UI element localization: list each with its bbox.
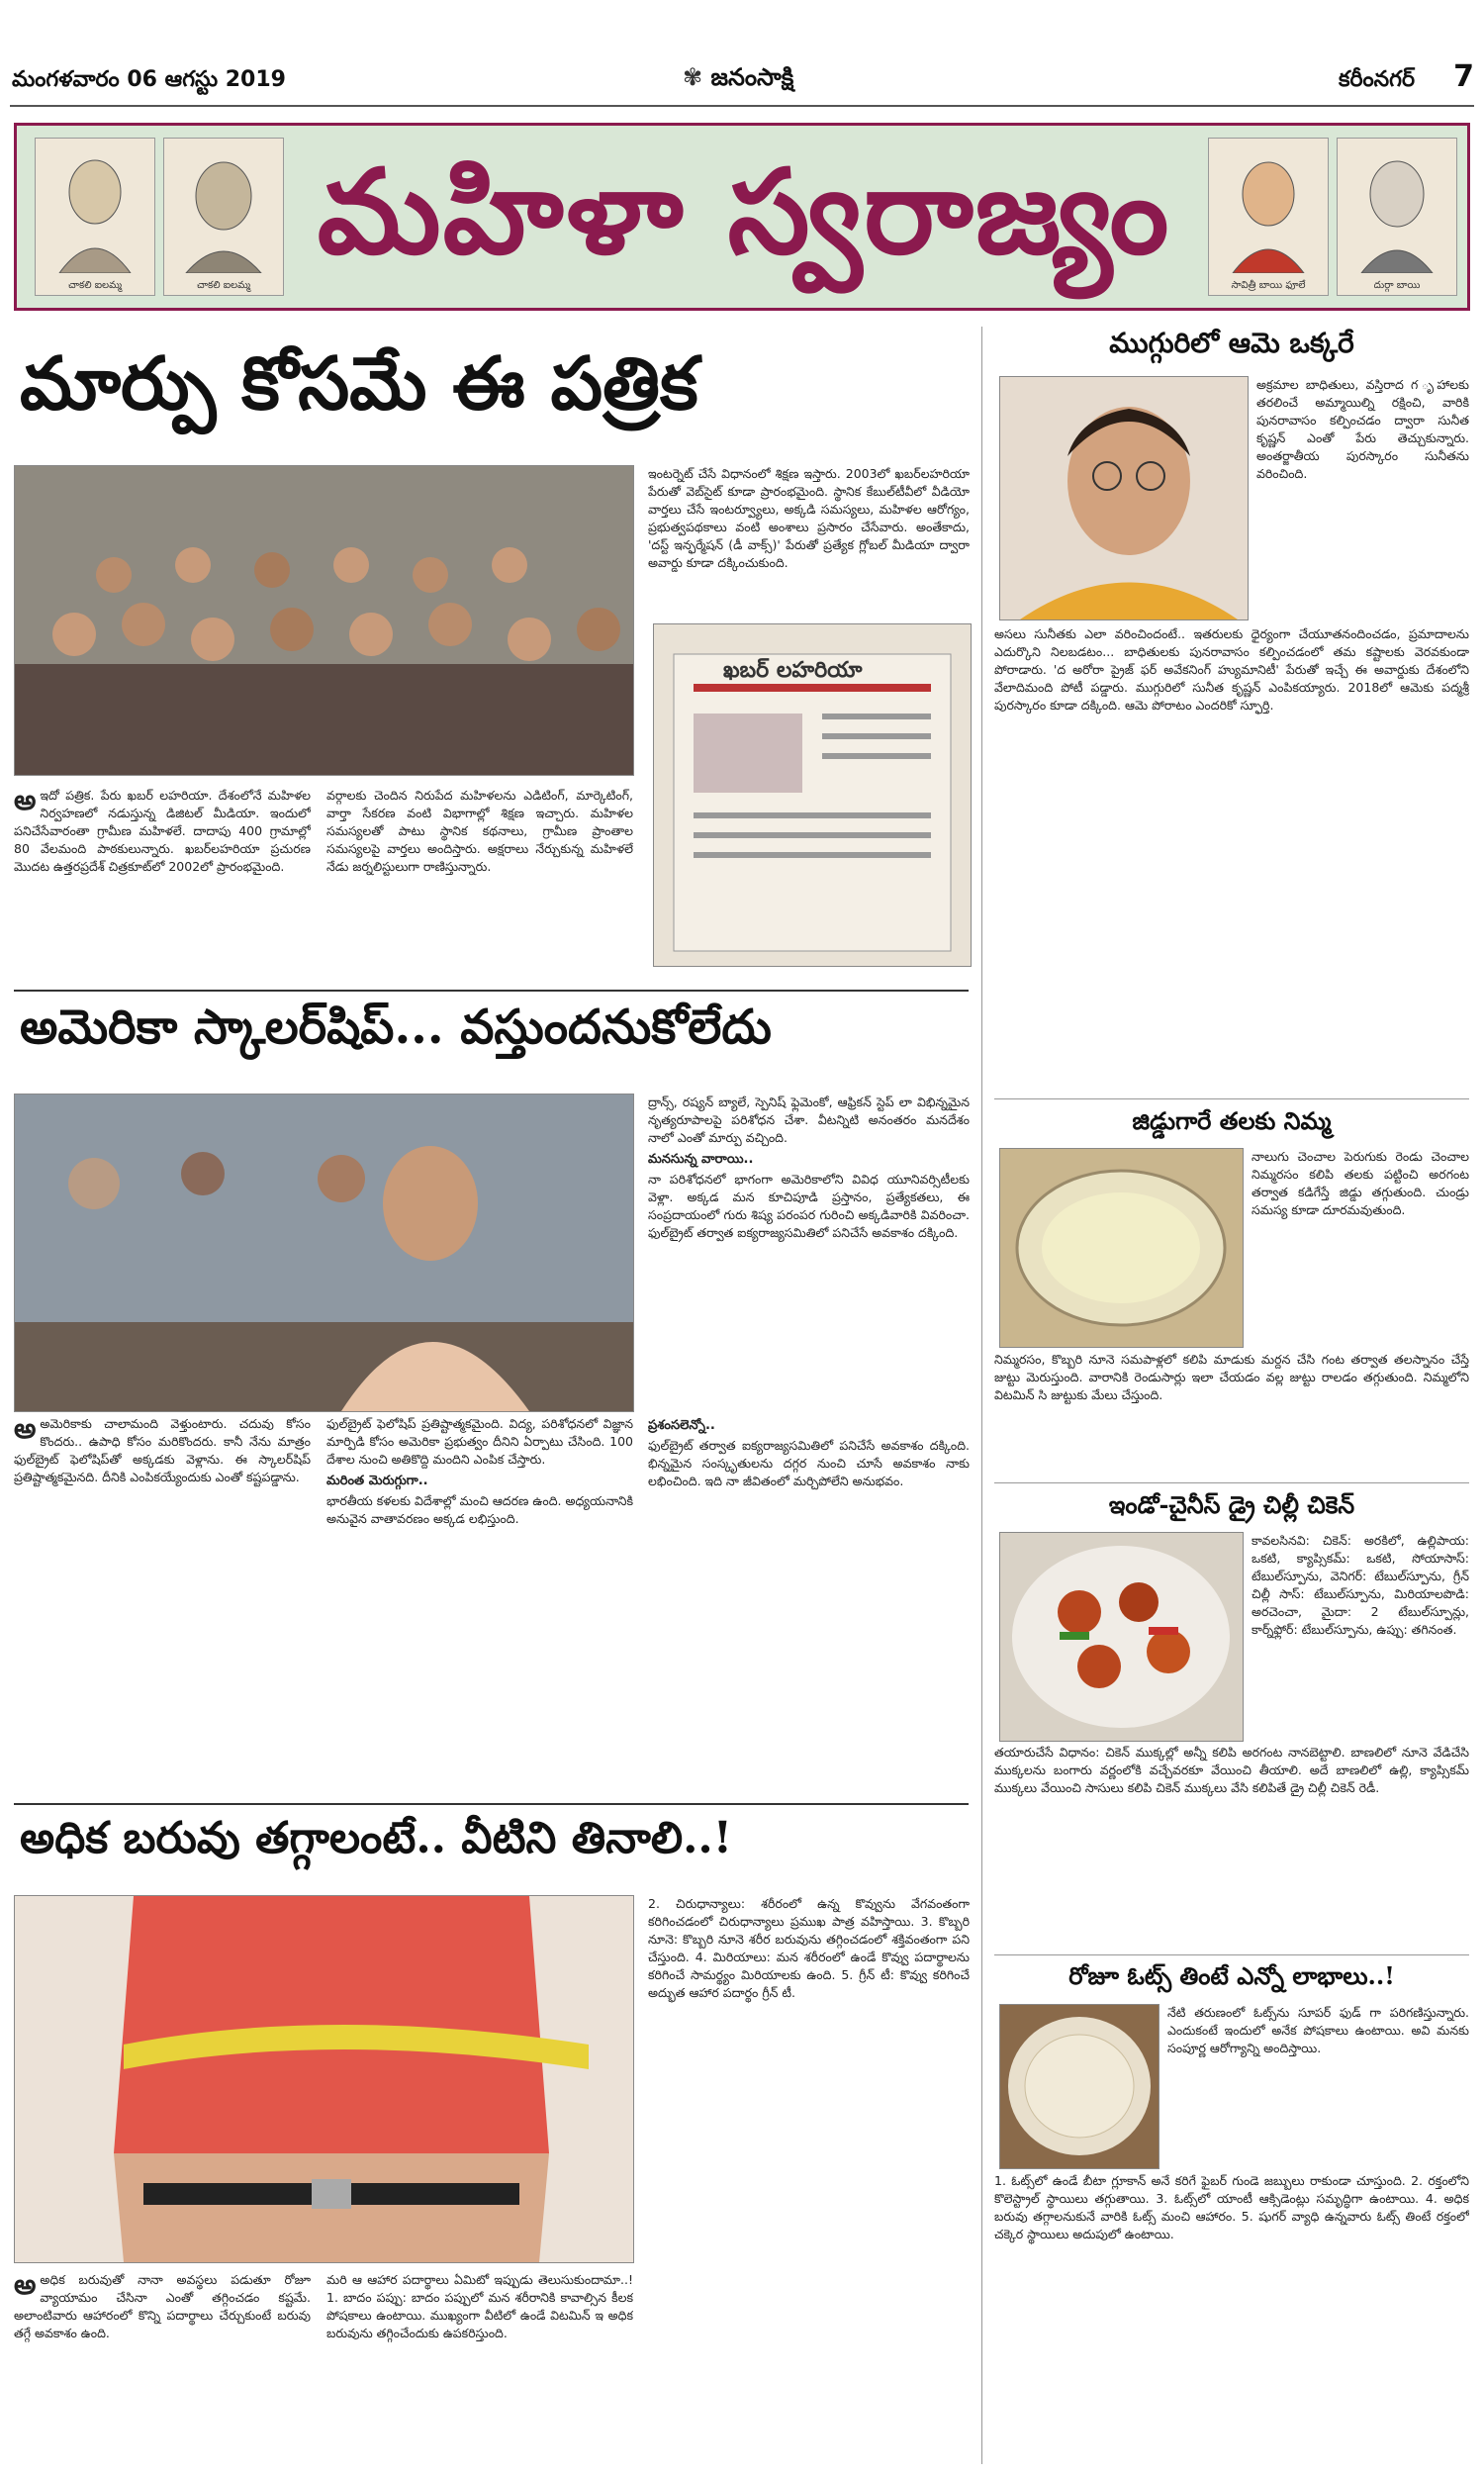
side3-method: తయారుచేసే విధానం: చికెన్ ముక్కల్లో అన్నీ కలిపి అరగంట నానబెట్టాలి. బాణలిలో నూనె వేడిచేసి ముక్కలను బంగారు వర్ణంలోకి వచ్చేవరకూ వేయించి తీయాలి. అదే బాణలిలో ఉల్లి, క్యాప్సికమ్ ముక్కలు వేయించి సాసులు కలిపి చికెన్ ముక్కలు వేసి కలిపితే డ్రై చిల్లీ చికెన్ రెడీ. bbox=[994, 1745, 1469, 1795]
side1-text-bottom: అసలు సునీతకు ఎలా వరించిందంటే.. ఇతరులకు ధైర్యంగా చేయూతనందించడం, ప్రమాదాలను ఎదుర్కొని నిలబడటం... బాధితులకు పునరావాసం కల్పించడంలో తమ కష్టాలకు వెరవకుండా పోరాడారు. 'ద అరోరా ప్రైజ్ ఫర్ అవేకనింగ్ హ్యుమానిటీ' పేరుతో ఇచ్చే ఈ అవార్డుకు దేశంలోని వేలాదిమంది పోటీ పడ్డారు. ముగ్గురిలో సునీత కృష్ణన్ ఎంపికయ్యారు. 2018లో ఆమెకు పద్మశ్రీ పురస్కారం కూడా దక్కింది. ఆమె పోరాటం ఎందరికో స్ఫూర్తి. bbox=[994, 626, 1469, 713]
newspaper-logo bbox=[683, 63, 793, 97]
article3-col-mid: మరి ఆ ఆహార పదార్థాలు ఏమిటో ఇప్పుడు తెలుసుకుందామా..! 1. బాదం పప్పు: బాదం పప్పులో మన శరీరానికి కావాల్సిన కీలక పోషకాలు ఉంటాయి. ముఖ్యంగా వీటిలో ఉండే విటమిన్ ఇ అధిక బరువును తగ్గించేందుకు ఉపకరిస్తుంది. bbox=[326, 2272, 633, 2340]
article3-headline: అధిక బరువు తగ్గాలంటే.. వీటిని తినాలి..! bbox=[20, 1813, 733, 1863]
article3-col-right: 2. చిరుధాన్యాలు: శరీరంలో ఉన్న కొవ్వును వేగవంతంగా కరిగించడంలో చిరుధాన్యాలు ప్రముఖ పాత్ర వహిస్తాయి. 3. కొబ్బరి నూనె: కొబ్బరి నూనె శరీర బరువును తగ్గించడంలో శక్తివంతంగా పని చేస్తుంది. 4. మిరియాలు: మన శరీరంలో ఉండే కొవ్వు పదార్థాలను కరిగించే సామర్థ్యం మిరియాలకు ఉంది. 5. గ్రీన్ టీ: కొవ్వు కరిగించే అద్భుత ఆహార పదార్థం గ్రీన్ టీ. bbox=[648, 1896, 970, 2000]
smiling-woman-portrait-icon bbox=[1000, 377, 1248, 619]
article1-col-left bbox=[14, 787, 311, 985]
portrait-3 bbox=[1208, 138, 1329, 296]
lemon-bowl-photo bbox=[999, 1148, 1244, 1348]
article1-col-left-text: ఇదో పత్రిక. పేరు ఖబర్ లహరియా. దేశంలోనే మహిళల నిర్వహణలో నడుస్తున్న డిజిటల్ మీడియా. ఇందులో పనిచేసేవారంతా గ్రామీణ మహిళలే. దాదాపు 400 గ్రామాల్లో 80 వేలమంది పాఠకులున్నారు. ఖబర్‌లహరియా ప్రచురణ మొదట ఉత్తరప్రదేశ్ చిత్రకూట్‌లో 2002లో ప్రారంభమైంది. bbox=[14, 788, 311, 874]
woman-portrait-icon bbox=[1219, 144, 1318, 273]
portrait-caption: దుర్గా బాయి bbox=[1373, 280, 1421, 291]
article2-col-bottom-right bbox=[648, 1415, 970, 1791]
woman-portrait-icon bbox=[1347, 144, 1446, 273]
conference-photo bbox=[14, 1094, 634, 1412]
logo-icon: ✾ bbox=[683, 63, 703, 91]
side1-text-top: అక్రమాల బాధితులు, వస్తిరాద గ ృహాలకు తరలించే అమ్మాయిల్ని రక్షించి, వారికి పునరావాసం కల్పించడం ద్వారా సునీత కృష్ణన్ ఎంతో పేరు తెచ్చుకున్నారు. అంతర్జాతీయ పురస్కారం సునీతను వరించింది. bbox=[1256, 377, 1469, 481]
oats-bowl-icon bbox=[1000, 2005, 1159, 2168]
article-divider bbox=[14, 1803, 969, 1805]
side4-text-bottom: 1. ఓట్స్‌లో ఉండే బీటా గ్లూకాన్ అనే కరిగే ఫైబర్ గుండె జబ్బులు రాకుండా చూస్తుంది. 2. రక్తంలోని కొలెస్ట్రాల్ స్థాయిలు తగ్గుతాయి. 3. ఓట్స్‌లో యాంటీ ఆక్సిడెంట్లు సమృద్ధిగా ఉంటాయి. 4. అధిక బరువు తగ్గాలనుకునే వారికి ఓట్స్ మంచి ఆహారం. 5. షుగర్ వ్యాధి ఉన్నవారు ఓట్స్ తింటే రక్తంలో చక్కెర స్థాయిలు అదుపులో ఉంటాయి. bbox=[994, 2173, 1469, 2241]
newspaper-photo bbox=[653, 623, 972, 967]
chilli-chicken-dish-icon bbox=[1000, 1533, 1243, 1741]
page-number: 7 bbox=[1453, 59, 1474, 94]
article3-col-left bbox=[14, 2271, 311, 2459]
woman-portrait-icon bbox=[174, 144, 273, 273]
side3-title: ఇండో-చైనీస్ డ్రై చిల్లీ చికెన్ bbox=[1108, 1490, 1355, 1519]
article1-col-right: ఇంటర్నెట్ చేసే విధానంలో శిక్షణ ఇస్తారు. 2003లో ఖబర్‌లహరియా పేరుతో వెబ్‌సైట్ కూడా ప్రారంభమైంది. స్థానిక కేబుల్‌టీవీలో వీడియో వార్తలు చేసే ఇంటర్వ్యూలు, అక్కడి సమస్యలు, మహిళల ఆరోగ్యం, ప్రభుత్వపథకాలు వంటి అంశాలు ప్రసారం చేసేవారు. అంతేకాదు, 'దస్ట్ ఇన్ఫర్మేషన్ (డీ వాక్స్)' పేరుతో ప్రత్యేక గ్లోబల్ మీడియా ద్వారా అవార్డు కూడా దక్కించుకుంది. bbox=[648, 466, 970, 570]
article2-bottom-left-text: అమెరికాకు చాలామంది వెళ్తుంటారు. చదువు కోసం కొందరు.. ఉపాధి కోసం మరికొందరు. కానీ నేను మాత్రం ఫుల్‌బ్రైట్ ఫెలోషిప్‌తో అక్కడకు వెళ్లాను. ఈ స్కాలర్‌షిప్ ప్రతిష్టాత్మకమైనది. దీనికి ఎంపికయ్యేందుకు ఎంతో కష్టపడ్డాను. bbox=[14, 1416, 311, 1484]
portrait-caption: చాకలి ఐలమ్మ bbox=[67, 280, 123, 291]
waist-measure-photo bbox=[14, 1895, 634, 2263]
side2-text-bottom: నిమ్మరసం, కొబ్బరి నూనె సమపాళ్లలో కలిపి మాడుకు మర్దన చేసి గంట తర్వాత తలస్నానం చేస్తే జుట్టు మెరుస్తుంది. వారానికి రెండుసార్లు ఇలా చేయడం వల్ల జుట్టు రాలడం తగ్గుతుంది. నిమ్మలోని విటమిన్ సి జుట్టుకు మేలు చేస్తుంది. bbox=[994, 1352, 1469, 1402]
portrait-caption: చాకలి ఐలమ్మ bbox=[196, 280, 251, 291]
side2-title: జిడ్డుగారే తలకు నిమ్మ bbox=[1132, 1106, 1332, 1135]
article2-subhead3: ప్రశంసలెన్నో.. bbox=[648, 1418, 715, 1433]
portrait-1 bbox=[35, 138, 155, 296]
article2-bottom-mid-text: ఫుల్‌బ్రైట్ ఫెలోషిప్ ప్రతిష్టాత్మకమైంది. విద్య, పరిశోధనలో విజ్ఞాన మార్పిడి కోసం అమెరికా ప్రభుత్వం దీనిని ఏర్పాటు చేసింది. 100 దేశాల నుంచి అతికొద్ది మందిని ఎంపిక చేస్తారు. bbox=[326, 1416, 633, 1467]
article2-subhead2: మరింత మెరుగ్గుగా.. bbox=[326, 1474, 428, 1488]
sunitha-photo bbox=[999, 376, 1249, 620]
dropcap: అ bbox=[14, 1415, 37, 1445]
side4-text-top: నేటి తరుణంలో ఓట్స్‌ను సూపర్ ఫుడ్ గా పరిగణిస్తున్నారు. ఎందుకంటే ఇందులో అనేక పోషకాలు ఉంటాయి. అవి మనకు సంపూర్ణ ఆరోగ్యాన్ని అందిస్తాయి. bbox=[1167, 2005, 1469, 2055]
article3-col-left-text: అధిక బరువుతో నానా అవస్థలు పడుతూ రోజూ వ్యాయామం చేసినా ఎంతో తగ్గించడం కష్టమే. అలాంటివారు ఆహారంలో కొన్ని పదార్థాలు చేర్చుకుంటే బరువు తగ్గే అవకాశం ఉంది. bbox=[14, 2272, 311, 2340]
oats-photo bbox=[999, 2004, 1159, 2169]
chilli-chicken-photo bbox=[999, 1532, 1244, 1742]
logo-text: జనంసాక్షి bbox=[710, 63, 794, 91]
side1-title: ముగ్గురిలో ఆమె ఒక్కరే bbox=[1109, 327, 1354, 359]
banner-title: మహిళా స్వరాజ్యం bbox=[317, 143, 1171, 280]
woman-portrait-icon bbox=[46, 144, 144, 273]
side-divider bbox=[994, 1098, 1469, 1099]
article2-subhead1: మనసున్న వారాయి.. bbox=[648, 1152, 754, 1167]
article2-para2: నా పరిశోధనలో భాగంగా అమెరికాలోని వివిధ యూనివర్సిటీలకు వెళ్లా. అక్కడ మన కూచిపూడి ప్రస్తానం, ప్రత్యేకతలు, ఈ సంప్రదాయంలో గురు శిష్య పరంపర గురించి అక్కడివారికి వివరించా. ఫుల్‌బ్రైట్ తర్వాత ఐక్యరాజ్యసమితిలో పనిచేసే అవకాశం దక్కింది. bbox=[648, 1172, 970, 1240]
side-divider bbox=[994, 1954, 1469, 1955]
article2-para1: ద్రాన్స్, రష్యన్ బ్యాలే, స్పెనిష్ ఫ్లెమెంకో, ఆఫ్రికన్ స్టెప్ లా విభిన్నమైన నృత్యరూపాలపై పరిశోధన చేశా. వీటన్నిటి అనంతరం మనదేశం నాలో ఎంతో మార్పు వచ్చింది. bbox=[648, 1095, 970, 1145]
woman-at-conference-icon bbox=[15, 1095, 633, 1411]
measuring-tape-waist-icon bbox=[15, 1896, 633, 2262]
article2-bottom-right-text: ఫుల్‌బ్రైట్ తర్వాత ఐక్యరాజ్యసమితిలో పనిచేసే అవకాశం దక్కింది. భిన్నమైన సంస్కృతులను దగ్గర నుంచి చూసే అవకాశం నాకు లభించింది. ఇది నా జీవితంలో మర్చిపోలేని అనుభవం. bbox=[648, 1438, 970, 1488]
article1-headline: మార్పు కోసమే ఈ పత్రిక bbox=[20, 341, 698, 427]
portrait-2 bbox=[163, 138, 284, 296]
article2-bottom-mid-text2: భారతీయ కళలకు విదేశాల్లో మంచి ఆదరణ ఉంది. అధ్యయనానికి అనువైన వాతావరణం అక్కడ లభిస్తుంది. bbox=[326, 1493, 633, 1526]
side3-ingredients: కావలసినవి: చికెన్: అరకిలో, ఉల్లిపాయ: ఒకటి, క్యాప్సికమ్: ఒకటి, సోయాసాస్: టేబుల్‌స్పూను, వెనిగర్: టేబుల్‌స్పూను, గ్రీన్ చిల్లీ సాస్: టేబుల్‌స్పూను, మిరియాలపొడి: అరచెంచా, మైదా: 2 టేబుల్‌స్పూన్లు, కార్న్‌ఫ్లోర్: టేబుల్‌స్పూను, ఉప్పు: తగినంత. bbox=[1252, 1533, 1469, 1637]
article1-col-mid: వర్గాలకు చెందిన నిరుపేద మహిళలను ఎడిటింగ్, మార్కెటింగ్, వార్తా సేకరణ వంటి విభాగాల్లో శిక్షణ ఇచ్చారు. మహిళల సమస్యలతో పాటు స్థానిక కథనాలు, గ్రామీణ ప్రాంతాల సమస్యలపై వార్తలు అందిస్తారు. అక్షరాలు నేర్చుకున్న మహిళలే నేడు జర్నలిస్టులుగా రాణిస్తున్నారు. bbox=[326, 788, 633, 874]
section-banner bbox=[14, 123, 1470, 311]
dropcap: అ bbox=[14, 2271, 37, 2301]
article2-col-bottom-left bbox=[14, 1415, 311, 1791]
article2-headline: అమెరికా స్కాలర్‌షిప్... వస్తుందనుకోలేదు bbox=[20, 1000, 772, 1055]
edition-city: కరీంనగర్ bbox=[1338, 67, 1415, 92]
women-group-photo-icon bbox=[15, 466, 633, 775]
article2-col-bottom-mid bbox=[326, 1415, 633, 1791]
portrait-4 bbox=[1337, 138, 1457, 296]
side-divider bbox=[994, 1482, 1469, 1483]
side2-text-top: నాలుగు చెంచాల పెరుగుకు రెండు చెంచాల నిమ్మరసం కలిపి తలకు పట్టించి అరగంట తర్వాత కడిగేస్తే జిడ్డు తగ్గుతుంది. చుండ్రు సమస్య కూడా దూరమవుతుంది. bbox=[1252, 1149, 1469, 1217]
newspaper-masthead: ఖబర్ లహరియా bbox=[723, 658, 863, 683]
issue-date: మంగళవారం 06 ఆగస్టు 2019 bbox=[12, 67, 286, 92]
header-divider bbox=[10, 105, 1474, 107]
column-divider bbox=[981, 327, 982, 2464]
article-divider bbox=[14, 990, 969, 992]
group-photo bbox=[14, 465, 634, 776]
article2-col-top bbox=[648, 1094, 970, 1410]
portrait-caption: సావిత్రీ బాయి ఫూలే bbox=[1231, 280, 1306, 291]
lemon-juice-bowl-icon bbox=[1000, 1149, 1243, 1347]
side4-title: రోజూ ఓట్స్ తింటే ఎన్నో లాభాలు..! bbox=[1068, 1961, 1395, 1990]
dropcap: అ bbox=[14, 787, 37, 816]
